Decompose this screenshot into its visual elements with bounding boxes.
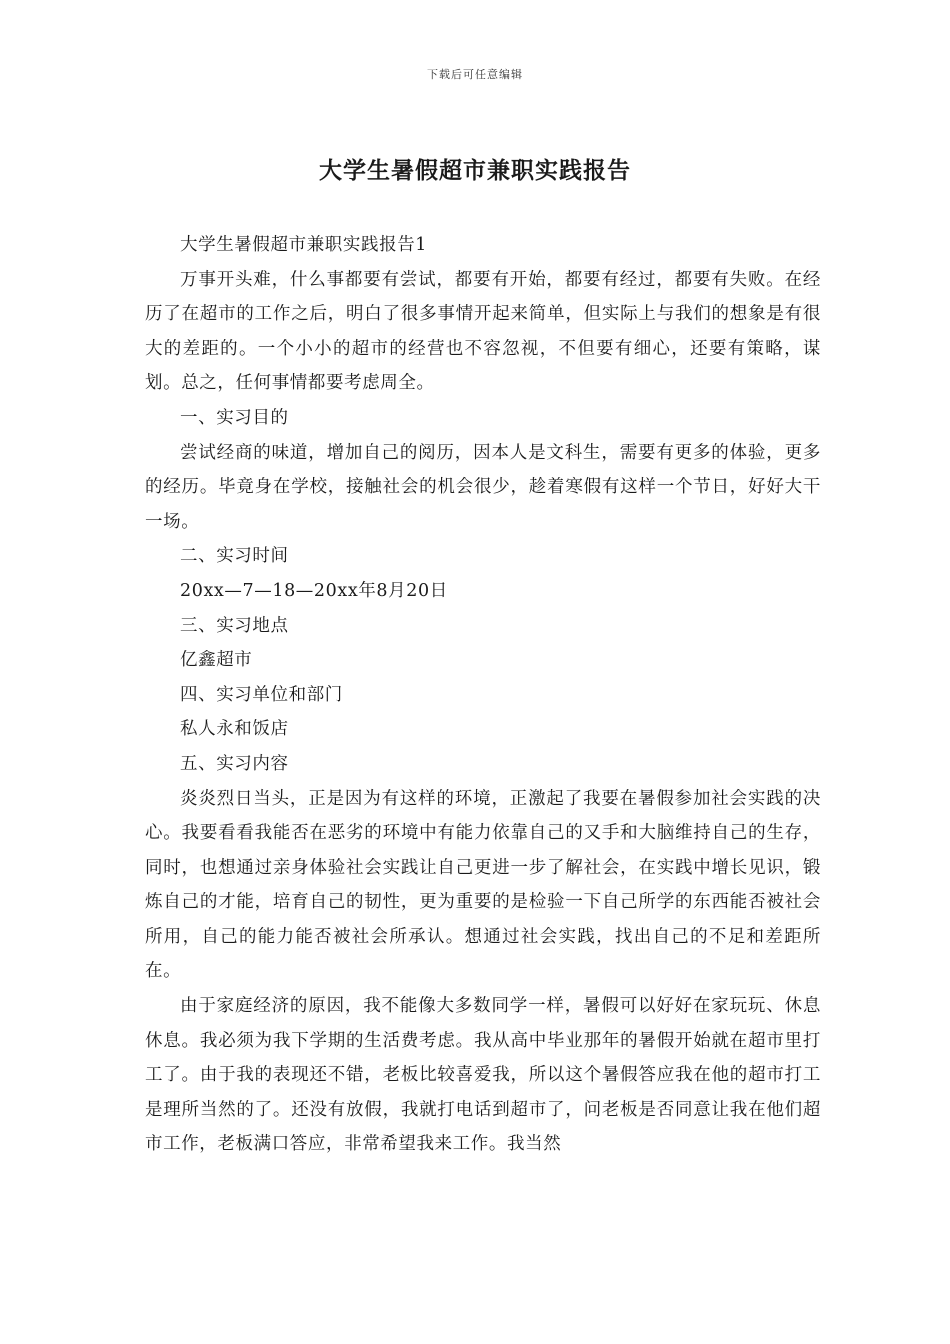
section-heading-unit: 四、实习单位和部门: [180, 684, 343, 705]
paragraph-time: 20xx—7—18—20xx年8月20日: [180, 580, 448, 601]
section-heading-location: 三、实习地点: [180, 615, 289, 636]
paragraph-content-1: 炎炎烈日当头，正是因为有这样的环境，正激起了我要在暑假参加社会实践的决心。我要看看我能否在恶劣的环境中有能力依靠自己的又手和大脑维持自己的生存，同时，也想通过亲身体验社会实践让自己更进一步了解社会，在实践中增长见识，锻炼自己的才能，培育自己的韧性，更为重要的是检验一下自己所学的东西能否被社会所用，自己的能力能否被社会所承认。想通过社会实践，找出自己的不足和差距所在。: [145, 788, 821, 982]
paragraph-unit: 私人永和饭店: [180, 719, 289, 740]
section-heading-content: 五、实习内容: [180, 753, 289, 774]
document-body: [145, 228, 821, 1162]
paragraph-intro: 万事开头难，什么事都要有尝试，都要有开始，都要有经过，都要有失败。在经历了在超市的工作之后，明白了很多事情开起来简单，但实际上与我们的想象是有很大的差距的。一个小小的超市的经营也不容忽视，不但要有细心，还要有策略，谋划。总之，任何事情都要考虑周全。: [145, 269, 821, 394]
document-title: 大学生暑假超市兼职实践报告: [319, 157, 631, 184]
section-heading-time: 二、实习时间: [180, 546, 289, 567]
section-heading-purpose: 一、实习目的: [180, 407, 289, 428]
paragraph-purpose: 尝试经商的味道，增加自己的阅历，因本人是文科生，需要有更多的体验，更多的经历。毕竟身在学校，接触社会的机会很少，趁着寒假有这样一个节日，好好大干一场。: [145, 442, 821, 532]
paragraph-location: 亿鑫超市: [180, 650, 253, 671]
report-subtitle: 大学生暑假超市兼职实践报告1: [180, 235, 428, 255]
header-note: 下载后可任意编辑: [427, 68, 523, 81]
paragraph-content-2: 由于家庭经济的原因，我不能像大多数同学一样，暑假可以好好在家玩玩、休息休息。我必须为我下学期的生活费考虑。我从高中毕业那年的暑假开始就在超市里打工了。由于我的表现还不错，老板比较喜爱我，所以这个暑假答应我在他的超市打工是理所当然的了。还没有放假，我就打电话到超市了，问老板是否同意让我在他们超市工作，老板满口答应，非常希望我来工作。我当然: [145, 996, 821, 1155]
